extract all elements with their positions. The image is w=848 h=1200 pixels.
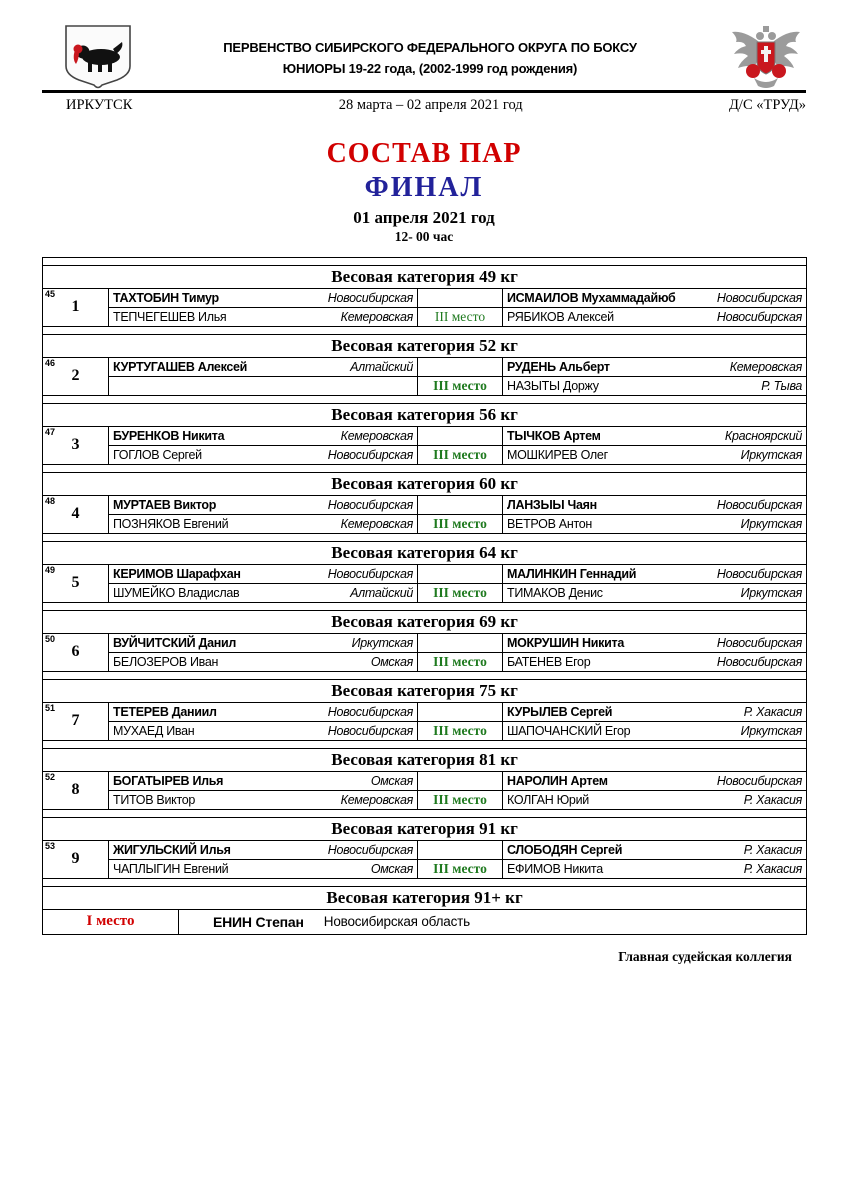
boxer-region: Новосибирская bbox=[716, 566, 803, 581]
spacer-row bbox=[43, 878, 807, 886]
weight-category-title: Весовая категория 60 кг bbox=[43, 472, 807, 495]
letterhead bbox=[0, 0, 848, 88]
boxer-name: РЯБИКОВ Алексей bbox=[507, 309, 614, 324]
boxer-cell bbox=[503, 721, 807, 740]
weight-category-row bbox=[43, 610, 807, 633]
boxer-entry bbox=[113, 565, 413, 583]
boxer-cell bbox=[503, 840, 807, 859]
boxer-region: Новосибирская bbox=[327, 447, 413, 462]
boxer-region: Новосибирская bbox=[327, 290, 413, 305]
boxer-name: МОШКИРЕВ Олег bbox=[507, 447, 608, 462]
boxer-cell bbox=[503, 288, 807, 307]
boxer-cell bbox=[503, 652, 807, 671]
boxer-entry bbox=[507, 653, 802, 671]
fight-number: 47 bbox=[45, 426, 56, 437]
pair-top-row bbox=[43, 495, 807, 514]
doc-title-time: 12- 00 час bbox=[394, 228, 454, 244]
boxer-cell bbox=[109, 288, 418, 307]
boxer-name: ТАХТОБИН Тимур bbox=[113, 290, 219, 305]
boxer-entry bbox=[113, 634, 413, 652]
pair-bottom-row bbox=[43, 307, 807, 326]
boxer-entry bbox=[113, 584, 413, 602]
judges-signature: Главная судейская коллегия bbox=[618, 948, 792, 964]
fight-number: 50 bbox=[45, 633, 56, 644]
boxer-name: ВЕТРОВ Антон bbox=[507, 516, 592, 531]
spacer-cell bbox=[43, 878, 807, 886]
boxer-region: Омская bbox=[370, 773, 413, 788]
boxer-cell bbox=[503, 633, 807, 652]
subheader bbox=[42, 97, 806, 114]
weight-category-title: Весовая категория 64 кг bbox=[43, 541, 807, 564]
boxer-entry bbox=[507, 289, 802, 307]
boxer-cell bbox=[503, 514, 807, 533]
boxer-cell bbox=[109, 514, 418, 533]
boxer-entry bbox=[113, 427, 413, 445]
boxer-cell bbox=[109, 495, 418, 514]
pair-number-cell bbox=[43, 495, 109, 533]
boxer-entry bbox=[507, 791, 802, 809]
boxer-region: Р. Хакасия bbox=[743, 842, 803, 857]
third-place-label: III место bbox=[418, 445, 503, 464]
weight-category-row bbox=[43, 886, 807, 909]
spacer-row bbox=[43, 740, 807, 748]
boxer-name: БУРЕНКОВ Никита bbox=[113, 428, 225, 443]
boxer-name: КУРТУГАШЕВ Алексей bbox=[113, 359, 248, 374]
spacer-cell bbox=[43, 533, 807, 541]
boxer-region: Р. Хакасия bbox=[743, 704, 803, 719]
empty-place-cell bbox=[418, 702, 503, 721]
letterhead-title-line2: ЮНИОРЫ 19-22 года, (2002-1999 год рождения) bbox=[282, 60, 578, 76]
empty-place-cell bbox=[418, 357, 503, 376]
weight-category-row bbox=[43, 472, 807, 495]
boxer-entry bbox=[507, 860, 802, 878]
pair-number: 4 bbox=[71, 505, 80, 522]
spacer-cell bbox=[43, 395, 807, 403]
boxer-cell bbox=[503, 376, 807, 395]
boxer-region: Р. Тыва bbox=[761, 378, 803, 393]
boxer-cell bbox=[109, 702, 418, 721]
boxer-entry bbox=[113, 772, 413, 790]
fight-number: 51 bbox=[45, 702, 56, 713]
boxer-region: Кемеровская bbox=[340, 428, 413, 443]
boxer-name: ЖИГУЛЬСКИЙ Илья bbox=[113, 842, 231, 857]
city-label: ИРКУТСК bbox=[66, 96, 133, 113]
boxer-name: ШУМЕЙКО Владислав bbox=[113, 585, 240, 600]
spacer-cell bbox=[43, 740, 807, 748]
venue-label: Д/С «ТРУД» bbox=[729, 96, 806, 113]
third-place-label: III место bbox=[418, 307, 503, 326]
weight-category-row bbox=[43, 403, 807, 426]
boxer-region: Кемеровская bbox=[340, 792, 413, 807]
pair-number-cell bbox=[43, 357, 109, 395]
weight-category-title: Весовая категория 91 кг bbox=[43, 817, 807, 840]
boxer-entry bbox=[113, 703, 413, 721]
boxer-region: Новосибирская bbox=[716, 497, 803, 512]
boxer-entry bbox=[507, 772, 802, 790]
boxer-name: МУРТАЕВ Виктор bbox=[113, 497, 217, 512]
pair-bottom-row bbox=[43, 790, 807, 809]
pair-top-row bbox=[43, 633, 807, 652]
boxer-cell bbox=[503, 445, 807, 464]
pair-number-cell bbox=[43, 426, 109, 464]
spacer-row bbox=[43, 257, 807, 265]
empty-place-cell bbox=[418, 633, 503, 652]
pair-number-cell bbox=[43, 564, 109, 602]
pair-number-cell bbox=[43, 702, 109, 740]
boxer-region: Иркутская bbox=[740, 585, 803, 600]
fight-number: 52 bbox=[45, 771, 56, 782]
doc-title-pairs: СОСТАВ ПАР bbox=[326, 137, 522, 169]
spacer-cell bbox=[43, 257, 807, 265]
weight-category-row bbox=[43, 817, 807, 840]
empty-place-cell bbox=[418, 840, 503, 859]
pair-bottom-row bbox=[43, 376, 807, 395]
weight-category-row bbox=[43, 265, 807, 288]
pair-top-row bbox=[43, 357, 807, 376]
pair-number: 9 bbox=[71, 850, 80, 867]
dates-label: 28 марта – 02 апреля 2021 год bbox=[338, 96, 523, 113]
spacer-cell bbox=[43, 671, 807, 679]
boxer-entry bbox=[507, 446, 802, 464]
boxer-name: КОЛГАН Юрий bbox=[507, 792, 589, 807]
boxer-cell bbox=[503, 357, 807, 376]
boxer-entry bbox=[113, 289, 413, 307]
boxer-region: Новосибирская bbox=[716, 309, 803, 324]
boxer-entry bbox=[507, 496, 802, 514]
pair-number: 3 bbox=[71, 436, 80, 453]
boxer-cell bbox=[503, 790, 807, 809]
weight-category-title: Весовая категория 81 кг bbox=[43, 748, 807, 771]
boxer-name: ТИМАКОВ Денис bbox=[507, 585, 603, 600]
spacer-row bbox=[43, 464, 807, 472]
boxer-name: МУХАЕД Иван bbox=[113, 723, 195, 738]
boxer-region: Новосибирская bbox=[716, 290, 803, 305]
weight-category-title: Весовая категория 56 кг bbox=[43, 403, 807, 426]
boxer-name: МОКРУШИН Никита bbox=[507, 635, 624, 650]
pairs-table bbox=[42, 257, 807, 935]
boxer-name: ТЫЧКОВ Артем bbox=[507, 428, 601, 443]
weight-category-row bbox=[43, 541, 807, 564]
boxer-entry bbox=[113, 358, 413, 376]
spacer-row bbox=[43, 395, 807, 403]
boxer-cell bbox=[109, 721, 418, 740]
boxer-cell bbox=[503, 583, 807, 602]
boxer-entry bbox=[507, 515, 802, 533]
boxer-region: Алтайский bbox=[350, 359, 413, 374]
pair-number: 2 bbox=[71, 367, 80, 384]
fight-number: 45 bbox=[45, 288, 56, 299]
spacer-cell bbox=[43, 464, 807, 472]
third-place-label: III место bbox=[418, 376, 503, 395]
boxer-name: БОГАТЫРЕВ Илья bbox=[113, 773, 224, 788]
boxer-name: ЛАНЗЫЫ Чаян bbox=[507, 497, 597, 512]
spacer-cell bbox=[43, 809, 807, 817]
boxer-region: Новосибирская bbox=[327, 842, 413, 857]
boxer-region: Новосибирская bbox=[716, 635, 803, 650]
boxer-region: Новосибирская bbox=[327, 723, 413, 738]
boxer-name: ТИТОВ Виктор bbox=[113, 792, 196, 807]
fight-number: 49 bbox=[45, 564, 56, 575]
boxer-name: ПОЗНЯКОВ Евгений bbox=[113, 516, 229, 531]
spacer-row bbox=[43, 602, 807, 610]
boxer-region: Кемеровская bbox=[729, 359, 803, 374]
boxer-cell bbox=[503, 564, 807, 583]
boxer-cell bbox=[109, 652, 418, 671]
boxer-region: Новосибирская bbox=[327, 497, 413, 512]
fight-number: 53 bbox=[45, 840, 56, 851]
boxer-region: Р. Хакасия bbox=[743, 792, 803, 807]
weight-category-row bbox=[43, 679, 807, 702]
spacer-row bbox=[43, 671, 807, 679]
pair-number: 8 bbox=[71, 781, 80, 798]
winner-entry bbox=[183, 914, 802, 930]
boxer-entry bbox=[113, 446, 413, 464]
pair-number: 1 bbox=[71, 298, 80, 315]
boxer-entry bbox=[113, 515, 413, 533]
boxer-name: КУРЫЛЕВ Сергей bbox=[507, 704, 613, 719]
boxer-name: ВУЙЧИТСКИЙ Данил bbox=[113, 635, 237, 650]
boxer-cell bbox=[109, 790, 418, 809]
boxer-region: Кемеровская bbox=[340, 309, 413, 324]
boxer-region: Новосибирская bbox=[327, 704, 413, 719]
weight-category-title: Весовая категория 75 кг bbox=[43, 679, 807, 702]
boxer-entry bbox=[507, 427, 802, 445]
boxer-region: Новосибирская bbox=[716, 773, 803, 788]
boxer-region: Иркутская bbox=[740, 447, 803, 462]
boxer-entry bbox=[113, 841, 413, 859]
boxer-cell bbox=[109, 376, 418, 395]
boxer-cell bbox=[109, 445, 418, 464]
boxer-region: Красноярский bbox=[724, 428, 803, 443]
boxer-cell bbox=[109, 357, 418, 376]
pair-number-cell bbox=[43, 840, 109, 878]
weight-category-title: Весовая категория 49 кг bbox=[43, 265, 807, 288]
boxer-entry bbox=[113, 860, 413, 878]
weight-category-title: Весовая категория 69 кг bbox=[43, 610, 807, 633]
empty-place-cell bbox=[418, 426, 503, 445]
first-place-label: I место bbox=[43, 909, 179, 934]
document-titles bbox=[0, 138, 848, 245]
boxer-name: НАРОЛИН Артем bbox=[507, 773, 608, 788]
boxer-entry bbox=[113, 653, 413, 671]
third-place-label: III место bbox=[418, 721, 503, 740]
boxer-cell bbox=[503, 771, 807, 790]
letterhead-title-line1: ПЕРВЕНСТВО СИБИРСКОГО ФЕДЕРАЛЬНОГО ОКРУГА ПО БОКСУ bbox=[223, 40, 637, 55]
pair-top-row bbox=[43, 564, 807, 583]
pair-number: 7 bbox=[71, 712, 80, 729]
boxer-name: ИСМАИЛОВ Мухаммадайюб bbox=[507, 290, 676, 305]
boxer-name: СЛОБОДЯН Сергей bbox=[507, 842, 623, 857]
boxing-federation-eagle-icon bbox=[724, 24, 808, 95]
boxer-entry bbox=[507, 703, 802, 721]
boxer-entry bbox=[507, 584, 802, 602]
boxer-cell bbox=[109, 564, 418, 583]
boxer-cell bbox=[109, 633, 418, 652]
empty-place-cell bbox=[418, 771, 503, 790]
pair-bottom-row bbox=[43, 583, 807, 602]
weight-category-title: Весовая категория 91+ кг bbox=[43, 886, 807, 909]
boxer-region: Алтайский bbox=[350, 585, 413, 600]
boxer-cell bbox=[109, 771, 418, 790]
spacer-cell bbox=[43, 326, 807, 334]
boxer-name: МАЛИНКИН Геннадий bbox=[507, 566, 637, 581]
boxer-name: ЧАПЛЫГИН Евгений bbox=[113, 861, 229, 876]
weight-category-title: Весовая категория 52 кг bbox=[43, 334, 807, 357]
winner-region: Новосибирская область bbox=[323, 914, 470, 929]
boxer-name: ГОГЛОВ Сергей bbox=[113, 447, 202, 462]
pair-top-row bbox=[43, 702, 807, 721]
boxer-name: ШАПОЧАНСКИЙ Егор bbox=[507, 723, 631, 738]
boxer-cell bbox=[503, 426, 807, 445]
boxer-region: Новосибирская bbox=[327, 566, 413, 581]
boxer-entry bbox=[507, 565, 802, 583]
boxer-name: ТЕТЕРЕВ Даниил bbox=[113, 704, 217, 719]
pair-bottom-row bbox=[43, 859, 807, 878]
pair-top-row bbox=[43, 288, 807, 307]
pair-top-row bbox=[43, 426, 807, 445]
letterhead-divider bbox=[42, 90, 806, 93]
doc-title-stage: ФИНАЛ bbox=[364, 171, 484, 203]
boxer-entry bbox=[113, 308, 413, 326]
boxer-name: КЕРИМОВ Шарафхан bbox=[113, 566, 241, 581]
winner-name: ЕНИН Степан bbox=[213, 913, 304, 930]
boxer-name: БАТЕНЕВ Егор bbox=[507, 654, 591, 669]
boxer-name: БЕЛОЗЕРОВ Иван bbox=[113, 654, 219, 669]
boxer-cell bbox=[109, 859, 418, 878]
pair-top-row bbox=[43, 771, 807, 790]
boxer-name: ЕФИМОВ Никита bbox=[507, 861, 603, 876]
third-place-label: III место bbox=[418, 859, 503, 878]
boxer-cell bbox=[109, 583, 418, 602]
boxer-cell bbox=[503, 495, 807, 514]
boxer-entry bbox=[507, 634, 802, 652]
third-place-label: III место bbox=[418, 583, 503, 602]
winner-cell bbox=[179, 909, 807, 934]
boxer-region: Новосибирская bbox=[716, 654, 803, 669]
empty-place-cell bbox=[418, 495, 503, 514]
winner-row bbox=[43, 909, 807, 934]
spacer-row bbox=[43, 809, 807, 817]
third-place-label: III место bbox=[418, 790, 503, 809]
boxer-region: Кемеровская bbox=[340, 516, 413, 531]
letterhead-title bbox=[136, 24, 724, 80]
spacer-row bbox=[43, 326, 807, 334]
boxer-cell bbox=[109, 840, 418, 859]
boxer-entry bbox=[113, 722, 413, 740]
weight-category-row bbox=[43, 334, 807, 357]
pair-bottom-row bbox=[43, 652, 807, 671]
pair-number: 5 bbox=[71, 574, 80, 591]
boxer-cell bbox=[109, 426, 418, 445]
boxer-entry bbox=[113, 377, 413, 395]
pair-number-cell bbox=[43, 633, 109, 671]
boxer-cell bbox=[503, 859, 807, 878]
third-place-label: III место bbox=[418, 652, 503, 671]
boxer-entry bbox=[507, 308, 802, 326]
pair-top-row bbox=[43, 840, 807, 859]
third-place-label: III место bbox=[418, 514, 503, 533]
pair-bottom-row bbox=[43, 445, 807, 464]
boxer-region: Омская bbox=[370, 654, 413, 669]
boxer-entry bbox=[507, 377, 802, 395]
boxer-name: РУДЕНЬ Альберт bbox=[507, 359, 610, 374]
boxer-region: Омская bbox=[370, 861, 413, 876]
weight-category-row bbox=[43, 748, 807, 771]
boxer-entry bbox=[507, 358, 802, 376]
fight-number: 48 bbox=[45, 495, 56, 506]
empty-place-cell bbox=[418, 288, 503, 307]
fight-number: 46 bbox=[45, 357, 56, 368]
boxer-entry bbox=[113, 496, 413, 514]
doc-title-date: 01 апреля 2021 год bbox=[353, 207, 495, 227]
spacer-cell bbox=[43, 602, 807, 610]
boxer-region: Иркутская bbox=[740, 723, 803, 738]
boxer-name: НАЗЫТЫ Доржу bbox=[507, 378, 599, 393]
boxer-cell bbox=[503, 702, 807, 721]
pair-number-cell bbox=[43, 288, 109, 326]
pair-bottom-row bbox=[43, 514, 807, 533]
boxer-cell bbox=[503, 307, 807, 326]
boxer-region: Р. Хакасия bbox=[743, 861, 803, 876]
boxer-entry bbox=[507, 841, 802, 859]
irkutsk-coat-of-arms-icon bbox=[60, 24, 136, 95]
spacer-row bbox=[43, 533, 807, 541]
pair-number-cell bbox=[43, 771, 109, 809]
boxer-region: Иркутская bbox=[740, 516, 803, 531]
empty-place-cell bbox=[418, 564, 503, 583]
boxer-entry bbox=[113, 791, 413, 809]
pair-number: 6 bbox=[71, 643, 80, 660]
boxer-entry bbox=[507, 722, 802, 740]
pair-bottom-row bbox=[43, 721, 807, 740]
boxer-name: ТЕПЧЕГЕШЕВ Илья bbox=[113, 309, 227, 324]
boxer-cell bbox=[109, 307, 418, 326]
boxer-region: Иркутская bbox=[351, 635, 413, 650]
